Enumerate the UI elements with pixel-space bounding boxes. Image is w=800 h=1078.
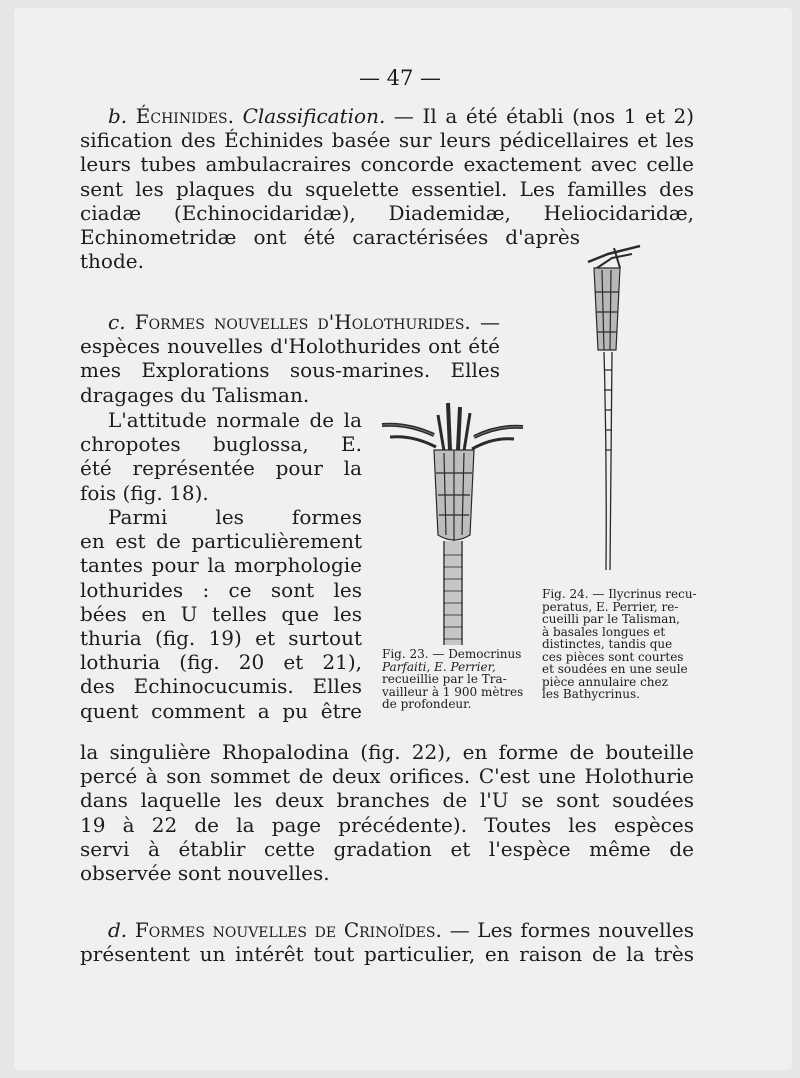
text-line: Parmi les formes	[108, 505, 362, 529]
figure-24-caption	[542, 587, 697, 701]
caption-line: Fig. 24. — Ilycrinus recu-	[542, 587, 697, 601]
text-line: tantes pour la morphologie	[80, 553, 362, 578]
caption-line: et soudées en une seule	[542, 662, 688, 676]
caption-line: ces pièces sont courtes	[542, 649, 684, 664]
section-d	[80, 918, 694, 966]
figure-24-ilycrinus-illustration	[580, 240, 650, 580]
text-line: en est de particulièrement	[80, 529, 362, 554]
section-b-subheading: Classification.	[242, 104, 386, 128]
figure-23-democrinus-illustration	[378, 395, 528, 650]
text-line: Echinometridæ ont été caractérisées d'après	[80, 224, 580, 249]
section-c-para3	[80, 505, 362, 723]
section-c-first-line: c. Formes nouvelles d'Holothurides. —	[108, 310, 500, 334]
section-c-para3-continued	[80, 740, 694, 885]
text-line: présentent un intérêt tout particulier, en raison de la très	[80, 942, 694, 967]
text-line: mes Explorations sous-marines. Elles	[80, 358, 500, 383]
section-b-first-line: b. Échinides. Classification. — Il a été établi (nos 1 et 2)	[108, 104, 694, 128]
text-line: des Echinocucumis. Elles	[80, 674, 362, 699]
text-line: lothurides : ce sont les	[80, 577, 362, 602]
caption-line: Parfaiti, E. Perrier,	[382, 659, 496, 674]
text-line: sification des Échinides basée sur leurs pédicellaires et les	[80, 128, 694, 153]
caption-line: peratus, E. Perrier, re-	[542, 599, 679, 614]
text-line: observée sont nouvelles.	[80, 860, 330, 885]
text-line: la singulière Rhopalodina (fig. 22), en forme de bouteille	[80, 740, 694, 764]
text-line: L'attitude normale de la	[108, 408, 362, 432]
caption-line: à basales longues et	[542, 624, 666, 639]
text-line: lothuria (fig. 20 et 21),	[80, 650, 362, 675]
text-line: chropotes buglossa, E.	[80, 432, 362, 457]
figure-23-caption	[382, 648, 522, 711]
caption-line: Fig. 23. — Democrinus	[382, 647, 522, 661]
caption-line: pièce annulaire chez	[542, 674, 668, 689]
text-line: bées en U telles que les	[80, 601, 362, 626]
caption-line: vailleur à 1 900 mètres	[382, 684, 524, 699]
text-line: thuria (fig. 19) et surtout	[80, 625, 362, 650]
page-number: — 47 —	[358, 66, 442, 90]
text-line: percé à son sommet de deux orifices. C'est une Holothurie	[80, 764, 694, 789]
text-line: dans laquelle les deux branches de l'U se sont soudées	[80, 788, 694, 813]
text-line: espèces nouvelles d'Holothurides ont été	[80, 334, 500, 359]
text-line: sent les plaques du squelette essentiel. Les familles des	[80, 176, 694, 201]
section-c	[80, 310, 500, 407]
text-line: dragages du Talisman.	[80, 382, 310, 407]
caption-line: recueillie par le Tra-	[382, 672, 507, 686]
section-c-heading: Formes nouvelles d'Holothurides.	[134, 310, 471, 334]
section-b-heading: Échinides.	[135, 104, 234, 128]
text-line: servi à établir cette gradation et l'espèce même de	[80, 836, 694, 861]
text-line: ciadæ (Echinocidaridæ), Diademidæ, Heliocidaridæ,	[80, 200, 694, 225]
section-d-heading: Formes nouvelles de Crinoïdes.	[134, 918, 442, 942]
caption-line: distinctes, tandis que	[542, 637, 673, 651]
text-line: leurs tubes ambulacraires concorde exactement avec celle	[80, 152, 694, 177]
text-line: été représentée pour la	[80, 456, 362, 481]
text-line: quent comment a pu être	[80, 698, 362, 723]
section-c-para2	[80, 408, 362, 505]
caption-line: de profondeur.	[382, 697, 472, 711]
caption-line: cueilli par le Talisman,	[542, 612, 680, 626]
caption-line: les Bathycrinus.	[542, 687, 640, 701]
text-line: thode.	[80, 249, 144, 274]
text-line: 19 à 22 de la page précédente). Toutes les espèces	[80, 812, 694, 837]
section-d-first-line: d. Formes nouvelles de Crinoïdes. — Les formes nouvelles	[108, 918, 694, 942]
text-line: fois (fig. 18).	[80, 480, 209, 505]
